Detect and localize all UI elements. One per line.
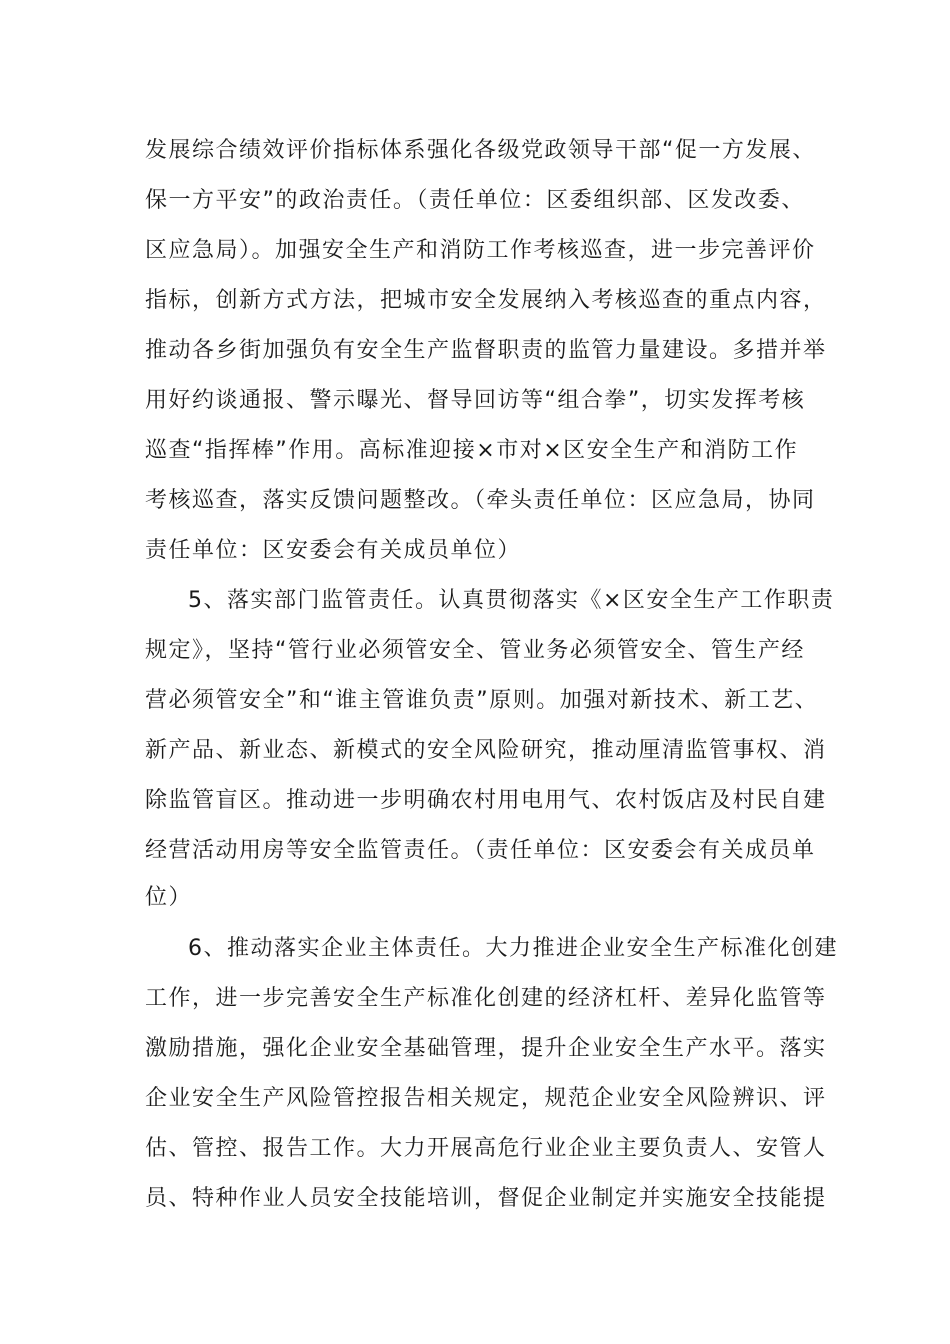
text-line: 企业安全生产风险管控报告相关规定，规范企业安全风险辨识、评 xyxy=(145,1086,827,1111)
text-line: 指标，创新方式方法，把城市安全发展纳入考核巡查的重点内容， xyxy=(145,288,827,313)
text-line: 推动各乡街加强负有安全生产监督职责的监管力量建设。多措并举 xyxy=(145,338,827,363)
text-line: 估、管控、报告工作。大力开展高危行业企业主要负责人、安管人 xyxy=(145,1136,827,1161)
paragraph-start-line: 6、推动落实企业主体责任。大力推进企业安全生产标准化创建 xyxy=(188,936,838,961)
paragraph-start-line: 5、落实部门监管责任。认真贯彻落实《×区安全生产工作职责 xyxy=(188,588,835,613)
text-line: 规定》，坚持“管行业必须管安全、管业务必须管安全、管生产经 xyxy=(145,638,805,663)
text-line: 新产品、新业态、新模式的安全风险研究，推动厘清监管事权、消 xyxy=(145,738,827,763)
text-line: 区应急局）。加强安全生产和消防工作考核巡查，进一步完善评价 xyxy=(145,238,816,263)
text-line: 考核巡查，落实反馈问题整改。（牵头责任单位：区应急局，协同 xyxy=(145,488,816,513)
text-line: 责任单位：区安委会有关成员单位） xyxy=(145,538,522,563)
text-line: 工作，进一步完善安全生产标准化创建的经济杠杆、差异化监管等 xyxy=(145,986,827,1011)
text-line: 发展综合绩效评价指标体系强化各级党政领导干部“促一方发展、 xyxy=(145,138,816,163)
text-line: 经营活动用房等安全监管责任。（责任单位：区安委会有关成员单 xyxy=(145,838,816,863)
text-line: 除监管盲区。推动进一步明确农村用电用气、农村饭店及村民自建 xyxy=(145,788,827,813)
text-line: 巡查“指挥棒”作用。高标准迎接×市对×区安全生产和消防工作 xyxy=(145,438,799,463)
text-line: 员、特种作业人员安全技能培训，督促企业制定并实施安全技能提 xyxy=(145,1186,827,1211)
text-line: 位） xyxy=(145,885,193,910)
text-line: 营必须管安全”和“谁主管谁负责”原则。加强对新技术、新工艺、 xyxy=(145,688,819,713)
text-line: 激励措施，强化企业安全基础管理，提升企业安全生产水平。落实 xyxy=(145,1036,827,1061)
text-line: 用好约谈通报、警示曝光、督导回访等“组合拳”，切实发挥考核 xyxy=(145,388,806,413)
text-line: 保一方平安”的政治责任。（责任单位：区委组织部、区发改委、 xyxy=(145,188,805,213)
